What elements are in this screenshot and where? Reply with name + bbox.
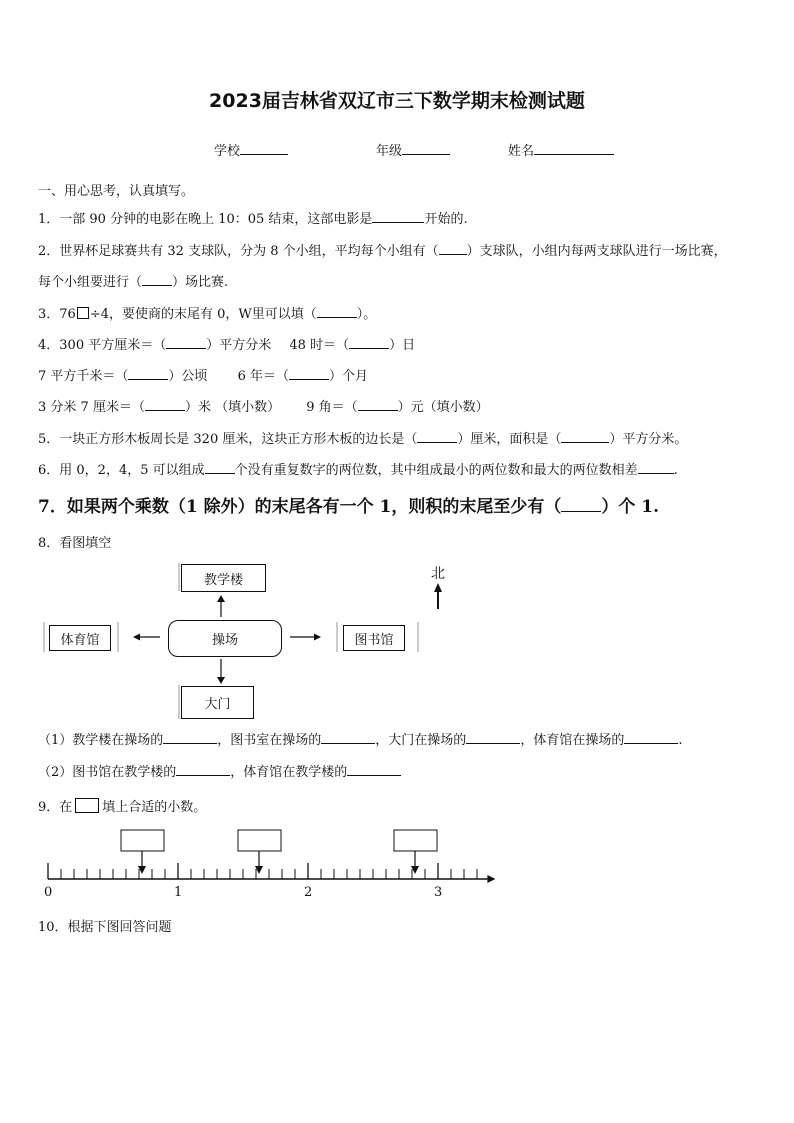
name-label: 姓名 bbox=[508, 144, 535, 159]
answer-blank[interactable] bbox=[466, 731, 520, 744]
question-6: 6．用 0，2，4，5 可以组成 个没有重复数字的两位数，其中组成最小的两位数和最大的两位数相差 . bbox=[38, 463, 678, 478]
answer-blank[interactable] bbox=[163, 731, 217, 744]
tick-label: 2 bbox=[304, 885, 313, 900]
question-3: 3．76 ÷4，要使商的末尾有 0，W里可以填（ ）。 bbox=[38, 307, 377, 322]
question-4-row-3: 3 分米 7 厘米＝（ ）米 （填小数） 9 角＝（ ）元（填小数） bbox=[38, 400, 489, 415]
library-box: 图书馆 bbox=[343, 625, 405, 651]
tick-label: 0 bbox=[44, 885, 53, 900]
answer-box bbox=[238, 830, 281, 851]
question-4-row-2: 7 平方千米＝（ ）公顷 6 年＝（ ）个月 bbox=[38, 369, 368, 384]
school-label: 学校 bbox=[214, 144, 241, 159]
north-label: 北 bbox=[431, 566, 445, 582]
page-title: 2023届吉林省双辽市三下数学期末检测试题 bbox=[209, 90, 585, 112]
answer-box bbox=[121, 830, 164, 851]
question-2: 2．世界杯足球赛共有 32 支球队，分为 8 个小组，平均每个小组有（ ）支球队，小组内每两支球队进行一场比赛， bbox=[38, 244, 727, 259]
north-arrow-head bbox=[434, 583, 442, 592]
playground-box: 操场 bbox=[168, 620, 282, 657]
question-4-row-1: 4．300 平方厘米＝（ ）平方分米 48 时＝（ ）日 bbox=[38, 338, 416, 353]
blank-box-example bbox=[75, 798, 99, 813]
answer-box bbox=[394, 830, 437, 851]
tick-label: 1 bbox=[174, 885, 183, 900]
answer-blank[interactable] bbox=[624, 731, 678, 744]
question-7: 7．如果两个乘数（1 除外）的末尾各有一个 1，则积的末尾至少有（ ）个 1. bbox=[38, 497, 660, 517]
arrow-left-head bbox=[133, 634, 140, 641]
number-line bbox=[0, 820, 520, 900]
grade-label: 年级 bbox=[376, 144, 403, 159]
teaching-building-box: 教学楼 bbox=[181, 564, 266, 592]
question-8-2: （2）图书馆在教学楼的 ，体育馆在教学楼的 bbox=[38, 761, 401, 780]
answer-blank[interactable] bbox=[321, 731, 375, 744]
gym-box: 体育馆 bbox=[49, 625, 111, 651]
question-1: 1．一部 90 分钟的电影在晚上 10：05 结束，这部电影是 开始的. bbox=[38, 212, 468, 227]
number-line-arrowhead bbox=[487, 875, 495, 883]
arrow-down-head bbox=[217, 677, 225, 684]
tick-label: 3 bbox=[434, 885, 443, 900]
question-8: 8．看图填空 bbox=[38, 536, 112, 551]
question-9: 9．在 填上合适的小数。 bbox=[38, 800, 207, 815]
question-10: 10．根据下图回答问题 bbox=[38, 920, 172, 935]
question-5: 5．一块正方形木板周长是 320 厘米，这块正方形木板的边长是（ ）厘米，面积是（ ）平方分米。 bbox=[38, 432, 688, 447]
arrow-right-head bbox=[314, 634, 321, 641]
question-8-1: （1）教学楼在操场的 ，图书室在操场的 ，大门在操场的 ，体育馆在操场的 . bbox=[38, 733, 683, 748]
question-2-cont: 每个小组要进行（ ）场比赛. bbox=[38, 275, 229, 290]
section-heading: 一、用心思考，认真填写。 bbox=[38, 184, 195, 199]
answer-blank[interactable] bbox=[347, 763, 401, 776]
arrow-up-head bbox=[217, 595, 225, 602]
gate-box: 大门 bbox=[181, 686, 254, 719]
answer-blank[interactable] bbox=[176, 763, 230, 776]
